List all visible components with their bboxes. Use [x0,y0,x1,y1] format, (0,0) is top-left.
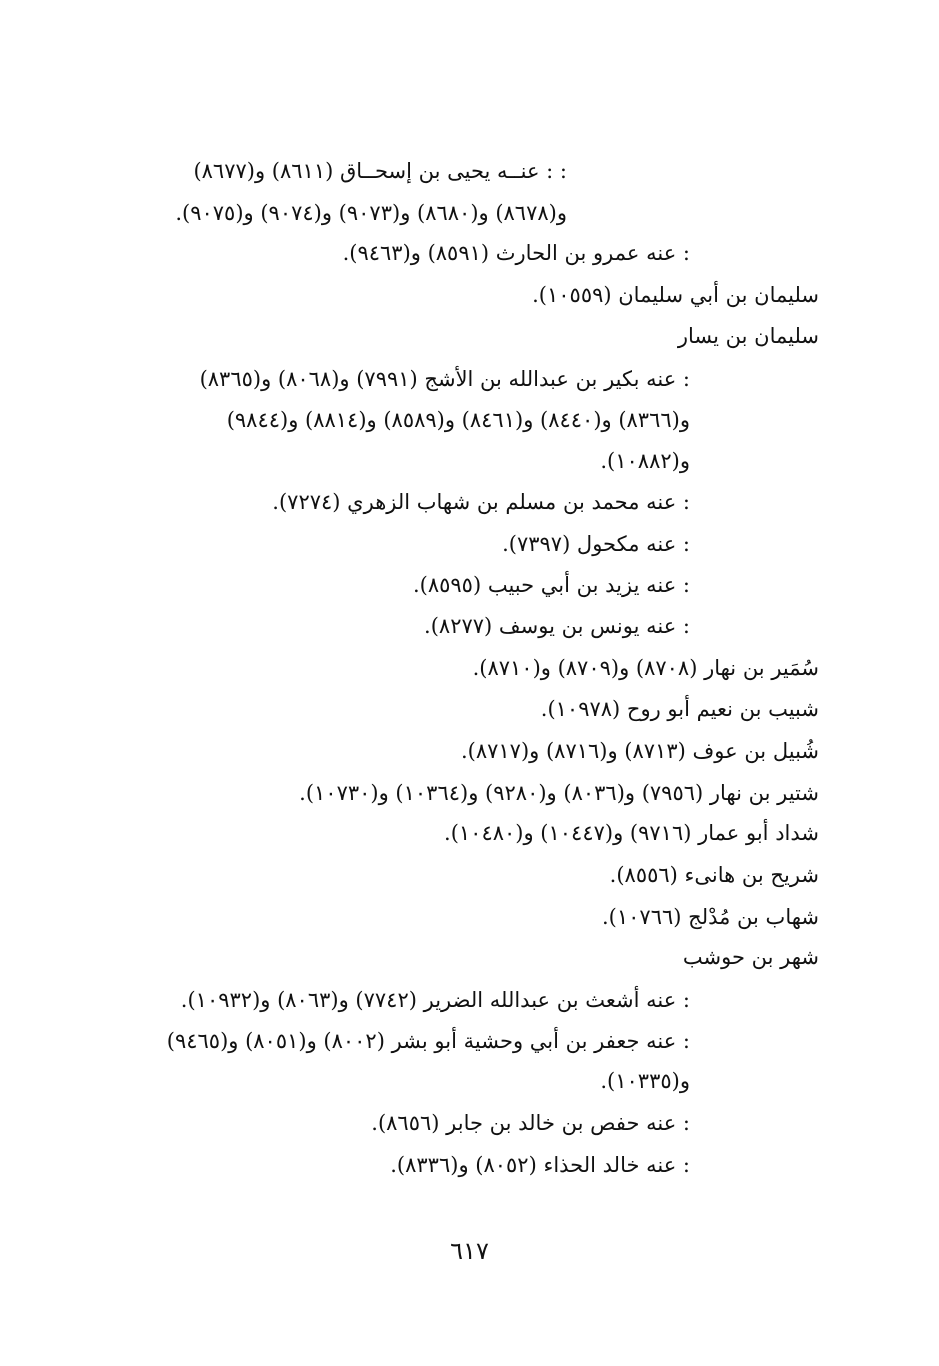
entry-line: : عنه عمرو بن الحارث (٨٥٩١) و(٩٤٦٣). [342,241,690,265]
entry-line: : عنه خالد الحذاء (٨٠٥٢) و(٨٣٣٦). [390,1153,690,1177]
entry-line: : عنه أشعث بن عبدالله الضرير (٧٧٤٢) و(٨٠٦٣) و(١٠٩٣٢). [180,988,690,1012]
entry-line: شداد أبو عمار (٩٧١٦) و(١٠٤٤٧) و(١٠٤٨٠). [444,821,819,845]
entry-line: شهر بن حوشب [682,945,819,969]
entry-line: و(٨٦٧٨) و(٨٦٨٠) و(٩٠٧٣) و(٩٠٧٤) و(٩٠٧٥). [175,201,567,225]
entry-line: : عنه مكحول (٧٣٩٧). [502,532,690,556]
entry-line: شتير بن نهار (٧٩٥٦) و(٨٠٣٦) و(٩٢٨٠) و(١٠٣٦٤) و(١٠٧٣٠). [299,781,819,805]
page-number: ٦١٧ [450,1237,489,1265]
entry-line: : : عنــه يحيى بن إسحــاق (٨٦١١) و(٨٦٧٧) [193,159,567,183]
entry-line: شريح بن هانىء (٨٥٥٦). [609,863,819,887]
entry-line: سليمان بن أبي سليمان (١٠٥٥٩). [532,283,819,307]
entry-line: : عنه يزيد بن أبي حبيب (٨٥٩٥). [412,573,690,597]
entry-line: : عنه جعفر بن أبي وحشية أبو بشر (٨٠٠٢) و(٨٠٥١) و(٩٤٦٥) [166,1029,690,1053]
entry-line: : عنه محمد بن مسلم بن شهاب الزهري (٧٢٧٤). [272,490,690,514]
entry-line: سُمَير بن نهار (٨٧٠٨) و(٨٧٠٩) و(٨٧١٠). [472,656,819,680]
entry-line: : عنه يونس بن يوسف (٨٢٧٧). [424,614,690,638]
entry-line: شبيب بن نعيم أبو روح (١٠٩٧٨). [540,697,819,721]
entry-line: : عنه بكير بن عبدالله بن الأشج (٧٩٩١) و(٨٠٦٨) و(٨٣٦٥) [199,367,690,391]
entry-line: شُبيل بن عوف (٨٧١٣) و(٨٧١٦) و(٨٧١٧). [460,739,819,763]
entry-line: شهاب بن مُدْلج (١٠٧٦٦). [602,905,819,929]
entry-line: و(٨٣٦٦) و(٨٤٤٠) و(٨٤٦١) و(٨٥٨٩) و(٨٨١٤) و(٩٨٤٤) [226,408,690,432]
entry-line: : عنه حفص بن خالد بن جابر (٨٦٥٦). [371,1111,690,1135]
entry-line: و(١٠٨٨٢). [600,449,690,473]
entry-line: سليمان بن يسار [677,324,819,348]
entry-line: و(١٠٣٣٥). [600,1069,690,1093]
